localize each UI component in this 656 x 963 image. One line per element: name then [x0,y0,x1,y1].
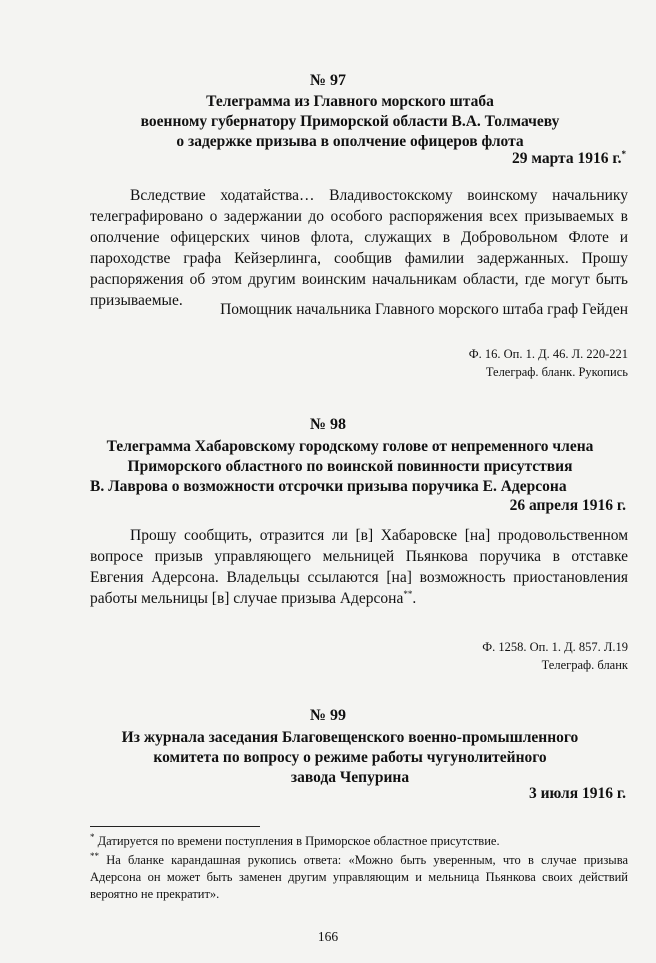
footnote-2 [90,852,628,903]
doc98-body-footnote-mark: ** [403,588,413,599]
doc98-number: № 98 [309,416,347,433]
doc98-archive [330,638,628,674]
doc98-title-line: Телеграмма Хабаровскому городскому голове от непременного члена [106,438,594,455]
doc97-archive [330,345,628,381]
doc97-archive-ref: Ф. 16. Оп. 1. Д. 46. Л. 220-221 [468,347,628,361]
footnote-1-mark: * [90,831,95,842]
doc99-title-line: Из журнала заседания Благовещенского военно-промышленного [121,729,579,746]
doc97-title-line: военному губернатору Приморской области В.А. Толмачеву [140,113,560,130]
doc97-number: № 97 [309,72,347,89]
doc97-title [70,92,630,152]
doc98-form: Телеграф. бланк [541,658,628,672]
page-number: 166 [317,929,339,944]
doc98-body-end: . [412,590,417,607]
doc99-title-line: завода Чепурина [290,769,410,786]
doc97-signature: Помощник начальника Главного морского штаба граф Гейден [220,301,628,318]
doc97-title-line: Телеграмма из Главного морского штаба [206,93,494,110]
footnote-2-text: На бланке карандашная рукопись ответа: «Можно быть уверенным, что в случае призыва Адерсона он может быть заменен другим управляющим и мельница Пьянкова своих действий вероятно не прекратит». [90,853,628,901]
doc98-body-text: Прошу сообщить, отразится ли [в] Хабаровске [на] продовольственном вопросе призыв управляющего мельницей Пьянкова поручика в отставке Евгения Адерсона. Владельцы ссылаются [на] возможность приостановления работы мельницы [в] случае призыва Адерсона [90,527,628,607]
doc99-date: 3 июля 1916 г. [528,785,626,802]
doc97-title-line: о задержке призыва в ополчение офицеров флота [176,133,524,150]
doc98-title-line: В. Лаврова о возможности отсрочки призыва поручика Е. Адерсона [90,478,567,495]
doc99-number: № 99 [309,707,347,724]
doc99-title [70,728,630,788]
doc97-date-text: 29 марта 1916 г. [512,150,622,167]
doc98-date: 26 апреля 1916 г. [509,497,626,514]
doc97-date-footnote-mark: * [621,148,626,159]
doc99-title-line: комитета по вопросу о режиме работы чугунолитейного [153,749,547,766]
doc97-date [380,150,626,168]
doc97-body: Вследствие ходатайства… Владивостокскому воинскому начальнику телеграфировано о задержании до особого распоряжения всех призываемых в ополчение офицерских чинов флота, служащих в Добровольном Флоте и пароходстве графа Кейзерлинга, сообщив фамилии задержанных. Прошу распоряжения об этом другим воинским начальникам области, где могут быть призываемые. [90,187,628,309]
doc98-title-line: Приморского областного по воинской повинности присутствия [127,458,573,475]
footnote-1 [90,833,628,850]
doc98-body [90,525,628,609]
doc98-title [70,437,630,477]
footnote-1-text: Датируется по времени поступления в Приморское областное присутствие. [94,834,500,848]
footnote-divider [90,826,260,827]
footnote-2-mark: ** [90,850,99,861]
doc98-archive-ref: Ф. 1258. Оп. 1. Д. 857. Л.19 [482,640,628,654]
doc97-form: Телеграф. бланк. Рукопись [485,365,628,379]
